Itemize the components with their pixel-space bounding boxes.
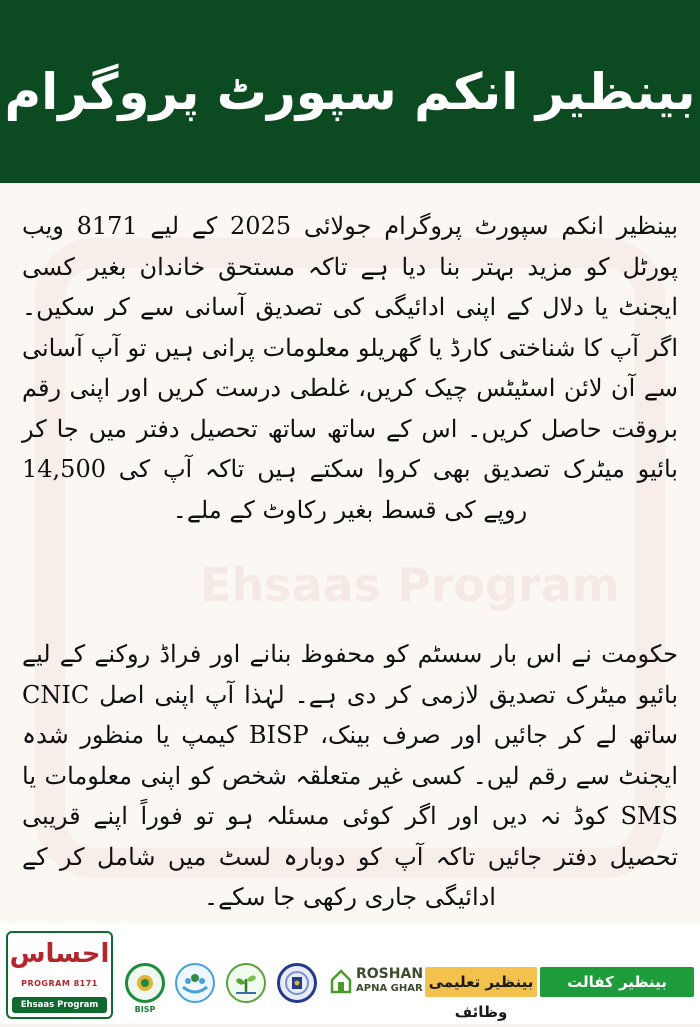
ehsaas-logo-bar: Ehsaas Program xyxy=(12,997,107,1013)
growth-plant-icon xyxy=(226,963,266,1003)
article-paragraph-2: حکومت نے اس بار سسٹم کو محفوظ بنانے اور فراڈ روکنے کے لیے بائیو میٹرک تصدیق لازمی کر دی ہے۔ لہٰذا آپ اپنی اصل CNIC ساتھ لے کر جائیں اور صرف بینک، BISP کیمپ یا منظور شدہ ایجنٹ سے رقم لیں۔ کسی غیر متعلقہ شخص کو اپنی معلومات یا SMS کوڈ نہ دیں اور اگر کوئی مسئلہ ہو تو فوراً اپنے قریبی تحصیل دفتر جائیں تاکہ آپ کو دوبارہ لسٹ میں شامل کر کے ادائیگی جاری رکھی جا سکے۔ xyxy=(22,640,678,911)
page-title: بینظیر انکم سپورٹ پروگرام xyxy=(4,62,696,121)
partner-logos-footer xyxy=(0,923,700,1024)
kafaalat-badge: بینظیر کفالت xyxy=(540,967,694,997)
house-icon xyxy=(330,968,352,994)
ehsaas-logo xyxy=(6,931,113,1019)
family-hands-icon xyxy=(175,963,215,1003)
ehsaas-logo-name: احساس xyxy=(9,939,110,969)
bisp-logo-icon xyxy=(125,963,165,1003)
article-paragraph-1: بینظیر انکم سپورٹ پروگرام جولائی 2025 کے لیے 8171 ویب پورٹل کو مزید بہتر بنا دیا ہے تاکہ مستحق خاندان بغیر کسی ایجنٹ یا دلال کے اپنی ادائیگی کی تصدیق آسانی سے کر سکیں۔ اگر آپ کا شناختی کارڈ یا گھریلو معلومات پرانی ہیں تو آپ آسانی سے آن لائن اسٹیٹس چیک کریں، غلطی درست کریں اور اپنی رقم بروقت حاصل کریں۔ اس کے ساتھ ساتھ تحصیل دفتر میں جا کر بائیو میٹرک تصدیق بھی کروا سکتے ہیں تاکہ آپ کی 14,500 روپے کی قسط بغیر رکاوٹ کے ملے۔ xyxy=(22,212,679,524)
bisp-logo-label: BISP xyxy=(134,1005,156,1014)
ehsaas-logo-program: PROGRAM 8171 xyxy=(21,979,98,988)
article-body xyxy=(0,183,700,923)
roshan-logo-label: ROSHAN xyxy=(356,966,424,982)
header-banner xyxy=(0,0,700,183)
watermark-text: Ehsaas Program xyxy=(200,558,620,612)
government-seal-icon xyxy=(277,963,317,1003)
apna-ghar-logo-label: APNA GHAR xyxy=(356,983,423,994)
taleemi-wazaif-badge: بینظیر تعلیمی وظائف xyxy=(425,967,537,997)
